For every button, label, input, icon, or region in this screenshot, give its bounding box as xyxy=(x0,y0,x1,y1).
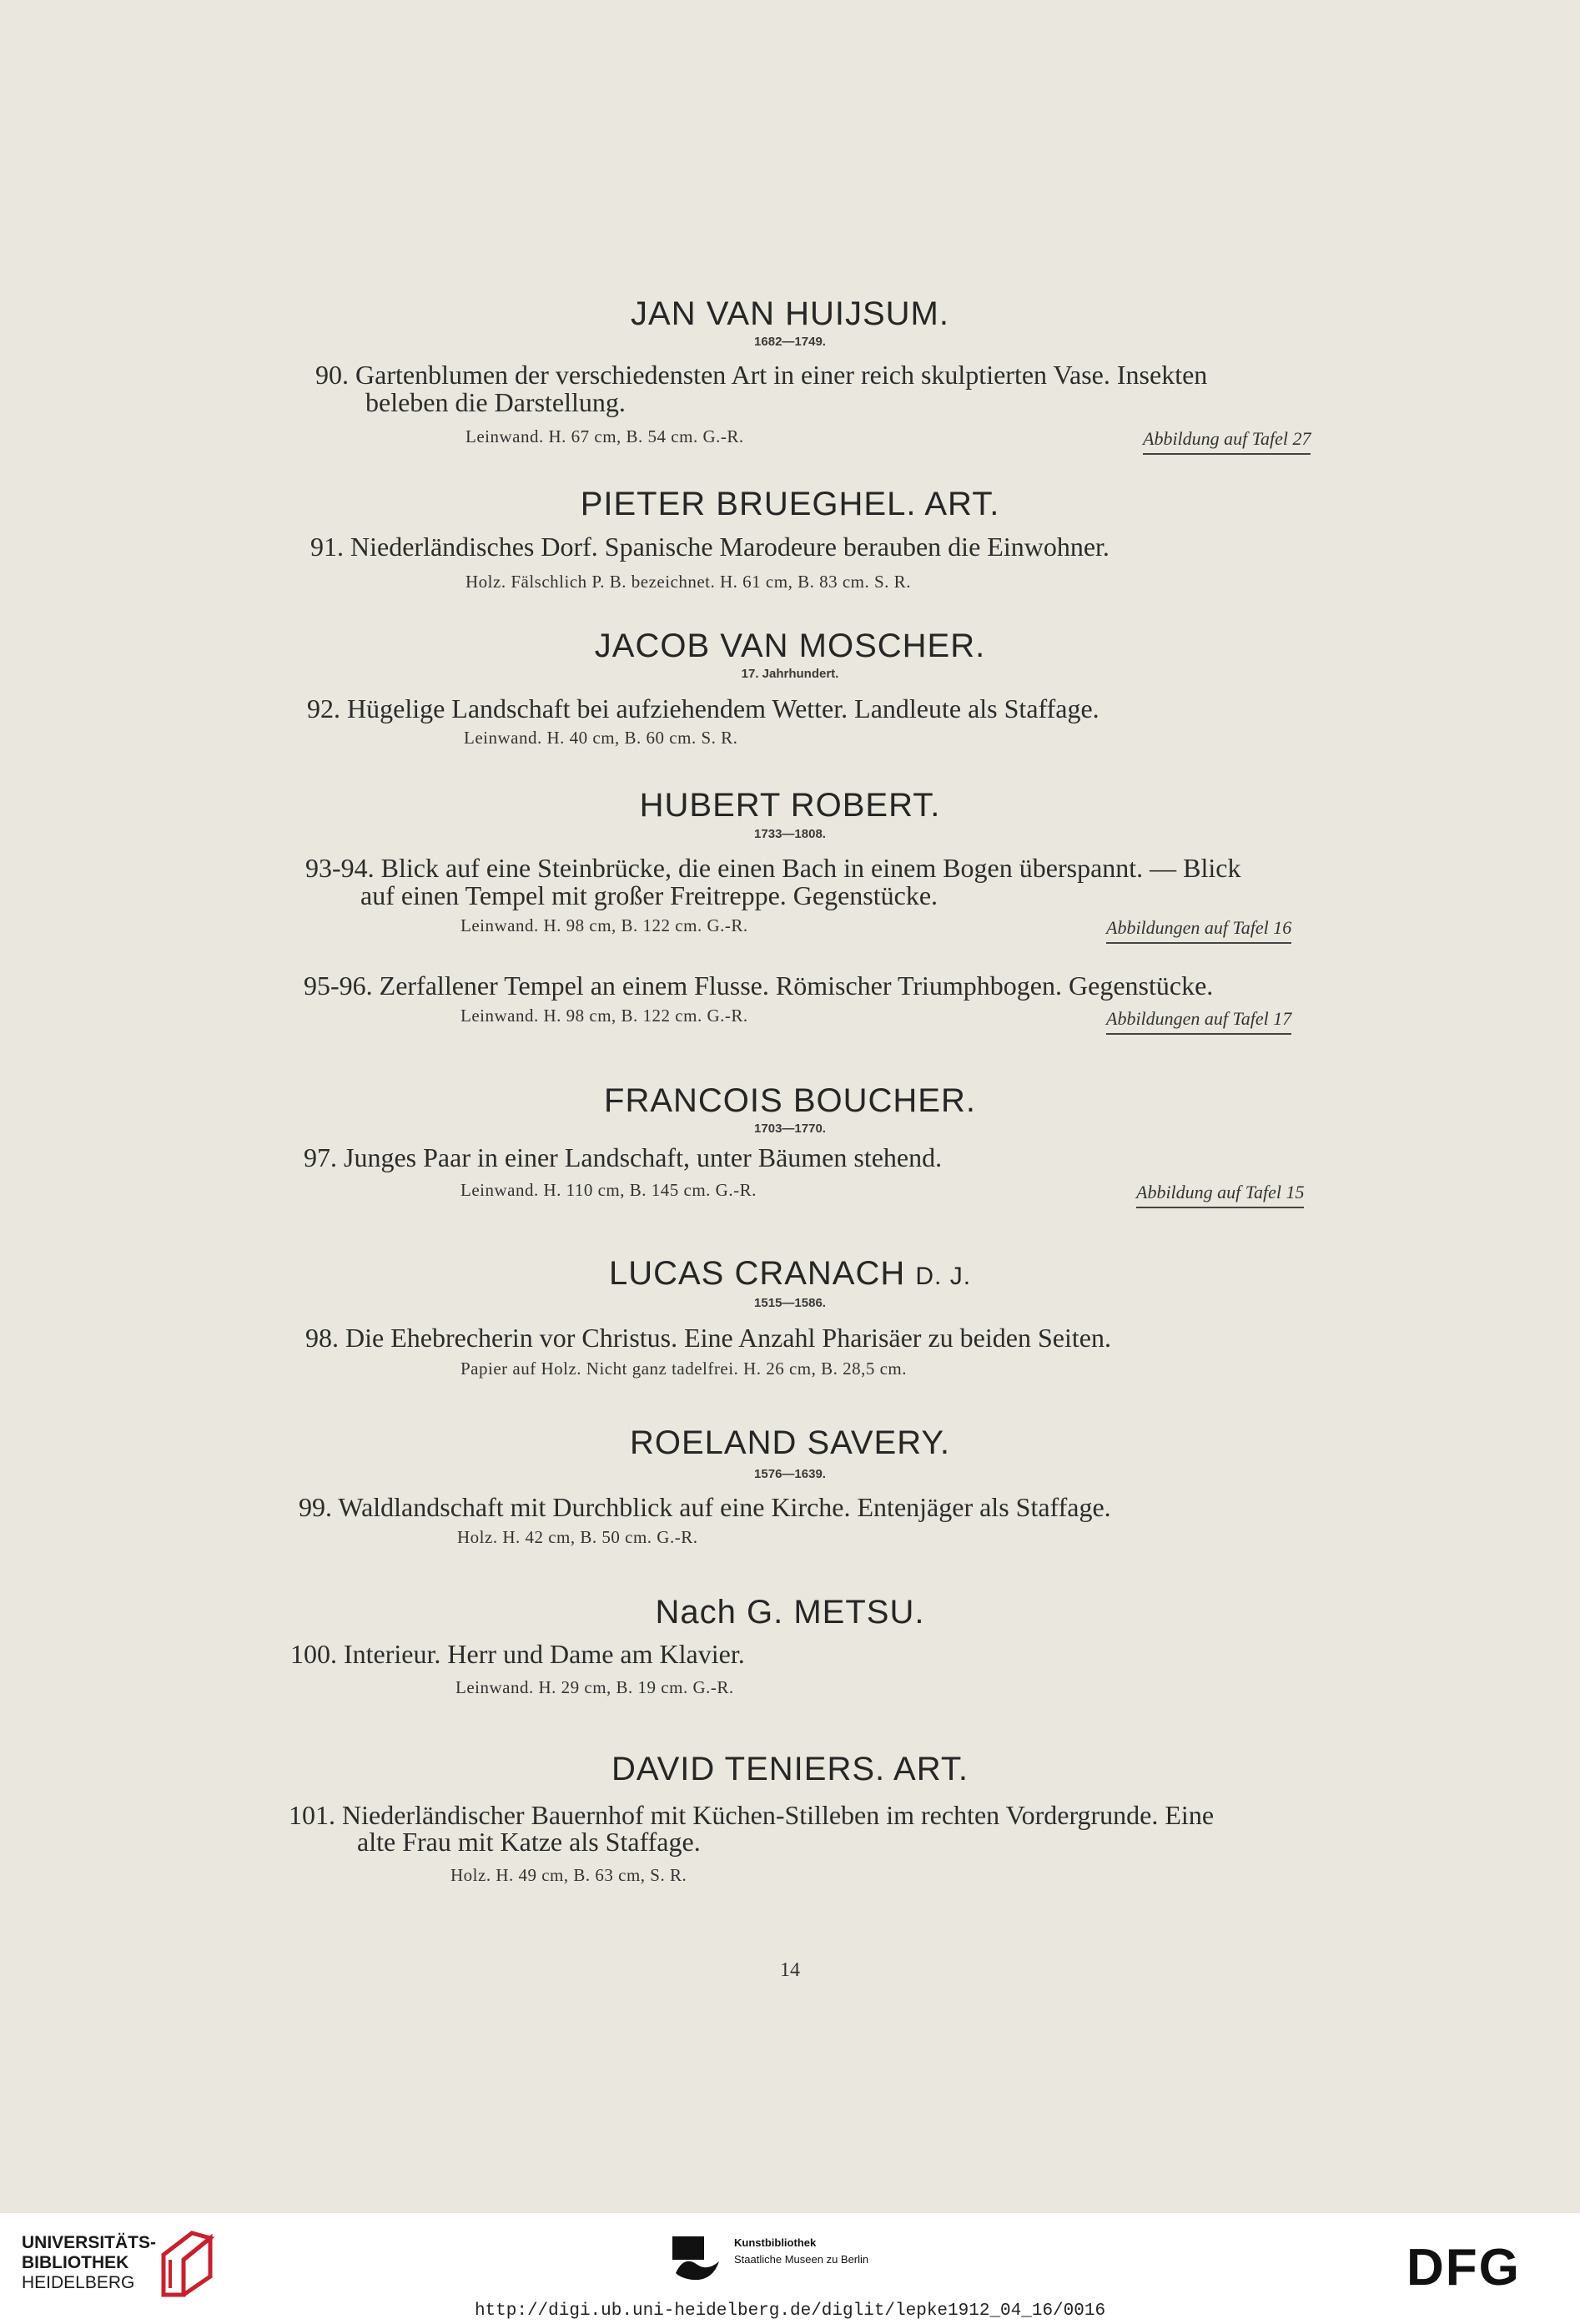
artist-dates: 1515—1586. xyxy=(754,1296,826,1310)
kunstbibliothek-logo[interactable] xyxy=(672,2230,889,2288)
lot-details: Leinwand. H. 40 cm, B. 60 cm. S. R. xyxy=(464,728,738,748)
artist-heading xyxy=(0,1255,1580,1293)
lot-description-continued: beleben die Darstellung. xyxy=(365,387,626,417)
lot-description-continued: auf einen Tempel mit großer Freitreppe. Gegenstücke. xyxy=(360,880,938,910)
lot-details: Leinwand. H. 98 cm, B. 122 cm. G.-R. xyxy=(460,1006,748,1026)
university-library-emblem-icon xyxy=(159,2230,234,2301)
lot-description: 98. Die Ehebrecherin vor Christus. Eine Anzahl Pharisäer zu beiden Seiten. xyxy=(305,1323,1111,1353)
artist-heading: ROELAND SAVERY. xyxy=(629,1424,951,1461)
lot-details: Papier auf Holz. Nicht ganz tadelfrei. H. 26 cm, B. 28,5 cm. xyxy=(460,1359,908,1379)
artist-name: LUCAS CRANACH xyxy=(608,1255,906,1292)
artist-heading: HUBERT ROBERT. xyxy=(639,787,941,824)
dfg-logo[interactable]: DFG xyxy=(1406,2239,1521,2296)
lot-description: 93-94. Blick auf eine Steinbrücke, die einen Bach in einem Bogen überspannt. — Blick xyxy=(305,853,1241,883)
lot-details: Leinwand. H. 110 cm, B. 145 cm. G.-R. xyxy=(460,1180,757,1200)
plate-reference: Abbildung auf Tafel 15 xyxy=(1136,1182,1304,1208)
artist-suffix: D. J. xyxy=(915,1263,972,1290)
lot-details: Leinwand. H. 67 cm, B. 54 cm. G.-R. xyxy=(465,426,744,446)
footer-bar xyxy=(0,2213,1580,2324)
plate-reference: Abbildungen auf Tafel 16 xyxy=(1106,917,1291,944)
lot-details: Holz. Fälschlich P. B. bezeichnet. H. 61 cm, B. 83 cm. S. R. xyxy=(465,572,911,592)
lot-description: 95-96. Zerfallener Tempel an einem Flusse. Römischer Triumphbogen. Gegenstücke. xyxy=(304,970,1214,1001)
university-library-logo[interactable] xyxy=(22,2230,230,2296)
plate-reference: Abbildung auf Tafel 27 xyxy=(1143,428,1311,455)
permalink-url[interactable]: http://digi.ub.uni-heidelberg.de/diglit/lepke1912_04_16/0016 xyxy=(474,2301,1106,2321)
ub-line-1: UNIVERSITÄTS- xyxy=(22,2233,157,2252)
kb-line-2: Staatliche Museen zu Berlin xyxy=(734,2253,869,2266)
lot-description: 92. Hügelige Landschaft bei aufziehendem Wetter. Landleute als Staffage. xyxy=(307,693,1099,723)
kunstbibliothek-name xyxy=(734,2235,868,2268)
artist-heading: FRANCOIS BOUCHER. xyxy=(604,1082,976,1119)
artist-dates: 17. Jahrhundert. xyxy=(741,667,839,681)
artist-dates: 1682—1749. xyxy=(754,335,826,349)
lot-details: Leinwand. H. 29 cm, B. 19 cm. G.-R. xyxy=(455,1677,734,1697)
page-number: 14 xyxy=(780,1959,800,1981)
eagle-emblem-icon xyxy=(672,2236,722,2283)
lot-details: Leinwand. H. 98 cm, B. 122 cm. G.-R. xyxy=(460,915,748,935)
artist-dates: 1576—1639. xyxy=(754,1467,826,1481)
artist-heading: PIETER BRUEGHEL. ART. xyxy=(580,486,1000,522)
artist-heading: Nach G. METSU. xyxy=(655,1594,925,1631)
university-library-name xyxy=(22,2233,156,2293)
artist-heading: DAVID TENIERS. ART. xyxy=(611,1751,969,1787)
lot-details: Holz. H. 49 cm, B. 63 cm, S. R. xyxy=(450,1865,687,1885)
lot-description: 100. Interieur. Herr und Dame am Klavier. xyxy=(290,1639,745,1669)
ub-line-3: HEIDELBERG xyxy=(22,2273,135,2292)
artist-dates: 1703—1770. xyxy=(754,1122,826,1136)
ub-line-2: BIBLIOTHEK xyxy=(22,2253,129,2272)
lot-description: 90. Gartenblumen der verschiedensten Art in einer reich skulptierten Vase. Insekten xyxy=(315,360,1208,390)
artist-heading: JACOB VAN MOSCHER. xyxy=(594,628,986,664)
lot-details: Holz. H. 42 cm, B. 50 cm. G.-R. xyxy=(457,1527,698,1547)
lot-description-continued: alte Frau mit Katze als Staffage. xyxy=(357,1827,701,1857)
lot-description: 99. Waldlandschaft mit Durchblick auf eine Kirche. Entenjäger als Staffage. xyxy=(299,1492,1111,1522)
kb-line-1: Kunstbibliothek xyxy=(734,2236,817,2249)
artist-dates: 1733—1808. xyxy=(754,827,826,841)
lot-description: 91. Niederländisches Dorf. Spanische Marodeure berauben die Einwohner. xyxy=(310,532,1110,562)
lot-description: 101. Niederländischer Bauernhof mit Küchen-Stilleben im rechten Vordergrunde. Eine xyxy=(289,1800,1215,1830)
lot-description: 97. Junges Paar in einer Landschaft, unter Bäumen stehend. xyxy=(304,1142,943,1172)
plate-reference: Abbildungen auf Tafel 17 xyxy=(1106,1008,1291,1035)
artist-heading: JAN VAN HUIJSUM. xyxy=(631,295,949,332)
